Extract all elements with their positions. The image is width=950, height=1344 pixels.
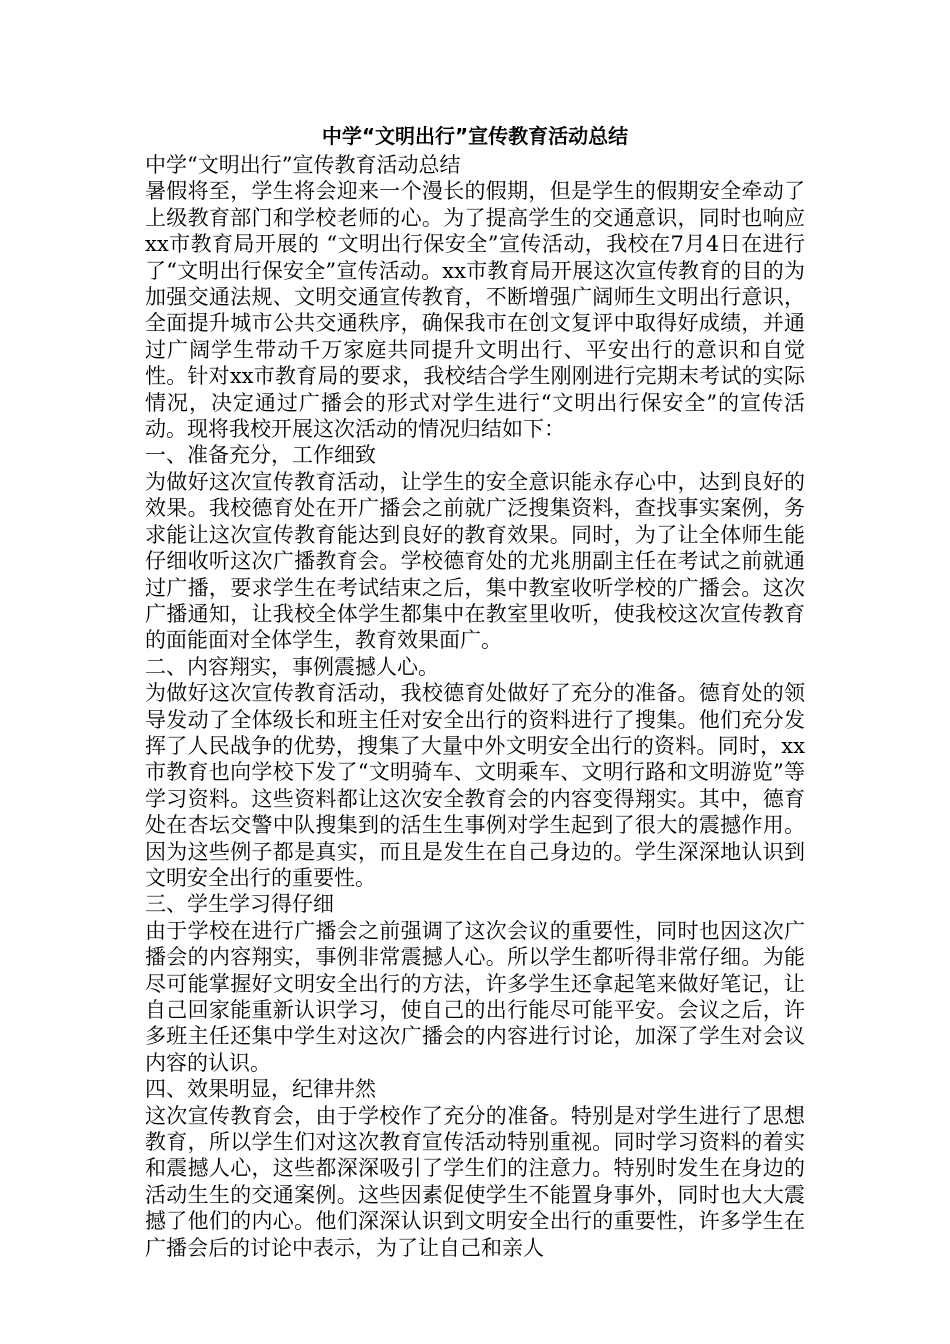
section-paragraph: 为做好这次宣传教育活动，让学生的安全意识能永存心中，达到良好的效果。我校德育处在开广播会之前就广泛搜集资料，查找事实案例，务求能让这次宣传教育能达到良好的教育效果。同时，为了让全体师生能仔细收听这次广播教育会。学校德育处的尤兆朋副主任在考试之前就通过广播，要求学生在考试结束之后，集中教室收听学校的广播会。这次广播通知，让我校全体学生都集中在教室里收听，使我校这次宣传教育的面能面对全体学生，教育效果面广。 (145, 469, 805, 653)
section-heading: 一、准备充分，工作细致 (145, 443, 376, 468)
section-paragraph: 这次宣传教育会，由于学校作了充分的准备。特别是对学生进行了思想教育，所以学生们对这次教育宣传活动特别重视。同时学习资料的着实和震撼人心，这些都深深吸引了学生们的注意力。特别时发生在身边的活动生生的交通案例。这些因素促使学生不能置身事外，同时也大大震撼了他们的内心。他们深深认识到文明安全出行的重要性，许多学生在广播会后的讨论中表示，为了让自己和亲人 (145, 1103, 805, 1260)
section-heading: 三、学生学习得仔细 (145, 892, 334, 917)
section-heading: 四、效果明显，纪律井然 (145, 1077, 376, 1102)
section-paragraph: 由于学校在进行广播会之前强调了这次会议的重要性，同时也因这次广播会的内容翔实，事例非常震撼人心。所以学生都听得非常仔细。为能尽可能掌握好文明安全出行的方法，许多学生还拿起笔来做好笔记，让自己回家能重新认识学习，使自己的出行能尽可能平安。会议之后，许多班主任还集中学生对这次广播会的内容进行讨论，加深了学生对会议内容的认识。 (145, 918, 805, 1075)
document-title: 中学“文明出行”宣传教育活动总结 (321, 124, 629, 148)
document-body (145, 152, 805, 1261)
section-heading: 二、内容翔实，事例震撼人心。 (145, 654, 439, 679)
intro-paragraph: 暑假将至，学生将会迎来一个漫长的假期，但是学生的假期安全牵动了上级教育部门和学校老师的心。为了提高学生的交通意识，同时也响应xx市教育局开展的 “文明出行保安全”宣传活动，我校在7月4日在进行了“文明出行保安全”宣传活动。xx市教育局开展这次宣传教育的目的为加强交通法规、文明交通宣传教育，不断增强广阔师生文明出行意识，全面提升城市公共交通秩序，确保我市在创文复评中取得好成绩，并通过广阔学生带动千万家庭共同提升文明出行、平安出行的意识和自觉性。针对xx市教育局的要求，我校结合学生刚刚进行完期末考试的实际情况，决定通过广播会的形式对学生进行“文明出行保安全”的宣传活动。现将我校开展这次活动的情况归结如下： (145, 179, 805, 442)
section-paragraph: 为做好这次宣传教育活动，我校德育处做好了充分的准备。德育处的领导发动了全体级长和班主任对安全出行的资料进行了搜集。他们充分发挥了人民战争的优势，搜集了大量中外文明安全出行的资料。同时，xx市教育也向学校下发了“文明骑车、文明乘车、文明行路和文明游览”等学习资料。这些资料都让这次安全教育会的内容变得翔实。其中，德育处在杏坛交警中队搜集到的活生生事例对学生起到了很大的震撼作用。因为这些例子都是真实，而且是发生在自己身边的。学生深深地认识到文明安全出行的重要性。 (145, 681, 805, 890)
document-subtitle: 中学“文明出行”宣传教育活动总结 (145, 153, 461, 177)
